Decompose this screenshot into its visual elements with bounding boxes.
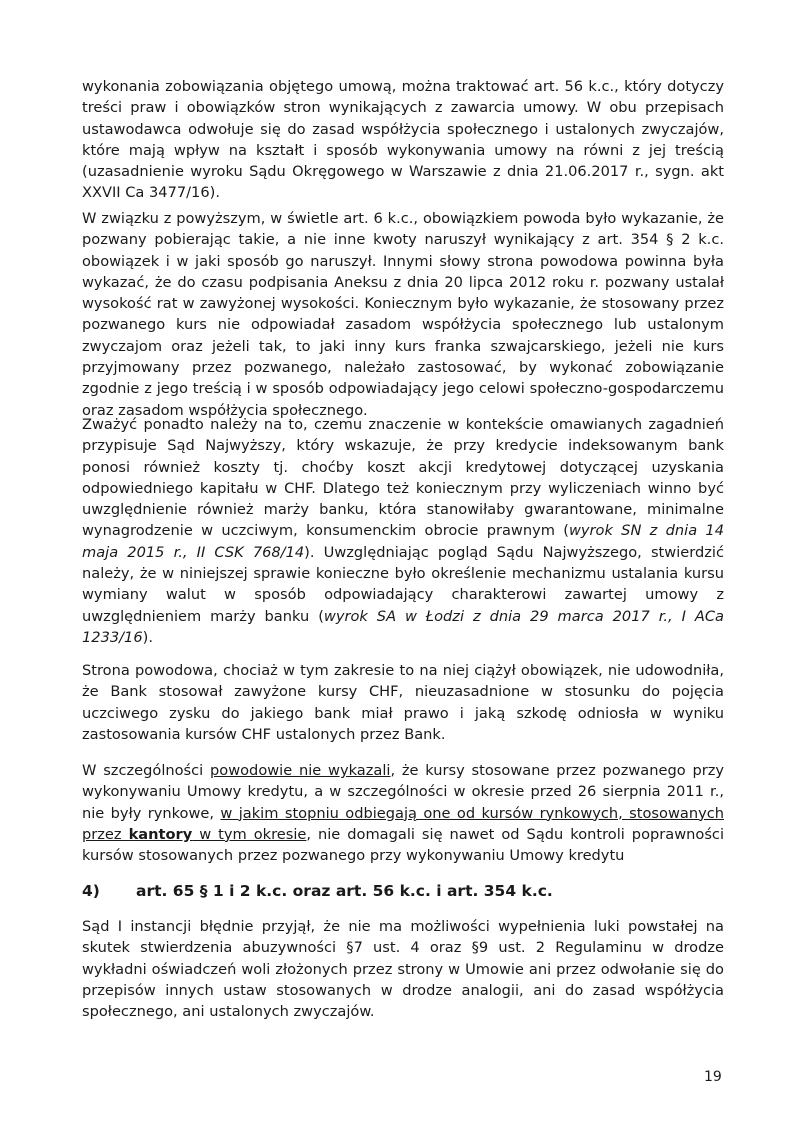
paragraph-exchange-rates [82, 760, 724, 866]
paragraph-text: , że kursy stosowane przez pozwanego przy wykonywaniu Umowy kredytu, a w szczególności w okresie przed 26 sierpnia 2011 r., nie były rynkowe, [82, 762, 724, 822]
underlined-text: w tym okresie [192, 825, 307, 843]
paragraph-text: ). Uwzględniając pogląd Sądu Najwyższego, stwierdzić należy, że w niniejszej sprawie konieczne było określenie mechanizmu ustalania kursu wymiany walut w sposób odpowiadający charakterowi zawartej umowy z uwzględnieniem marży banku ( [82, 543, 724, 625]
section-number: 4) [82, 882, 100, 900]
paragraph-text: Zważyć ponadto należy na to, czemu znaczenie w kontekście omawianych zagadnień przypisuje Sąd Najwyższy, który wskazuje, że przy kredycie indeksowanym bank ponosi również koszty tj. choćby koszt akcji kredytowej dotyczącej uzyskania odpowiedniego kapitału w CHF. Dlatego też koniecznym przy wyliczeniach winno być uwzględnienie również marży banku, która stanowiłaby gwarantowane, minimalne wynagrodzenie w uczciwym, konsumenckim obrocie prawnym ( [82, 416, 724, 540]
underlined-text: powodowie nie wykazali [210, 762, 391, 779]
underlined-bold-text: kantory [128, 825, 193, 843]
section-title: art. 65 § 1 i 2 k.c. oraz art. 56 k.c. i art. 354 k.c. [136, 882, 553, 900]
section-heading [82, 882, 553, 900]
paragraph-text: , nie domagali się nawet od Sądu kontroli poprawności kursów stosowanych przez pozwanego przy wykonywaniu Umowy kredytu [82, 825, 724, 865]
paragraph-first-instance: Sąd I instancji błędnie przyjął, że nie ma możliwości wypełnienia luki powstałej na skutek stwierdzenia abuzywności §7 ust. 4 oraz §9 ust. 2 Regulaminu w drodze wykładni oświadczeń woli złożonych przez strony w Umowie ani przez odwołanie się do przepisów innych ustaw stosowanych w drodze analogii, ani do zasad współżycia społecznego, ani ustalonych zwyczajów. [82, 918, 724, 1021]
citation-sa: wyrok SA w Łodzi z dnia 29 marca 2017 r., I ACa 1233/16 [82, 607, 724, 646]
paragraph-plaintiff-failure: Strona powodowa, chociaż w tym zakresie to na niej ciążył obowiązek, nie udowodniła, że Bank stosował zawyżone kursy CHF, nieuzasadnione w stosunku do pojęcia uczciwego zysku do jakiego bank miał prawo i jaką szkodę odniosła w wyniku zastosowania kursów CHF ustalonych przez Bank. [82, 662, 724, 743]
page-number: 19 [704, 1069, 722, 1085]
paragraph-art-56: wykonania zobowiązania objętego umową, można traktować art. 56 k.c., który dotyczy treści praw i obowiązków stron wynikających z zawarcia umowy. W obu przepisach ustawodawca odwołuje się do zasad współżycia społecznego i ustalonych zwyczajów, które mają wpływ na kształt i sposób wykonywania umowy na równi z jej treścią (uzasadnienie wyroku Sądu Okręgowego w Warszawie z dnia 21.06.2017 r., sygn. akt XXVII Ca 3477/16). [82, 78, 724, 202]
underlined-text: w jakim stopniu odbiegają one od kursów rynkowych, stosowanych przez [82, 804, 725, 843]
paragraph-text: ). [142, 628, 153, 646]
paragraph-supreme-court-view [82, 414, 724, 648]
paragraph-text: W szczególności [82, 762, 210, 779]
citation-sn: wyrok SN z dnia 14 maja 2015 r., II CSK 768/14 [82, 522, 724, 561]
paragraph-burden-of-proof: W związku z powyższym, w świetle art. 6 k.c., obowiązkiem powoda było wykazanie, że pozwany pobierając takie, a nie inne kwoty naruszył wynikający z art. 354 § 2 k.c. obowiązek i w jaki sposób go naruszył. Innymi słowy strona powodowa powinna była wykazać, że do czasu podpisania Aneksu z dnia 20 lipca 2012 roku r. pozwany ustalał wysokość rat w zawyżonej wysokości. Koniecznym było wykazanie, że stosowany przez pozwanego kurs nie odpowiadał zasadom współżycia społecznego lub ustalonym zwyczajom oraz jeżeli tak, to jaki inny kurs franka szwajcarskiego, jeżeli nie kurs przyjmowany przez pozwanego, należało zastosować, by wykonać zobowiązanie zgodnie z jego treścią i w sposób odpowiadający jego celowi społeczno-gospodarczemu oraz zasadom współżycia społecznego. [82, 210, 724, 419]
